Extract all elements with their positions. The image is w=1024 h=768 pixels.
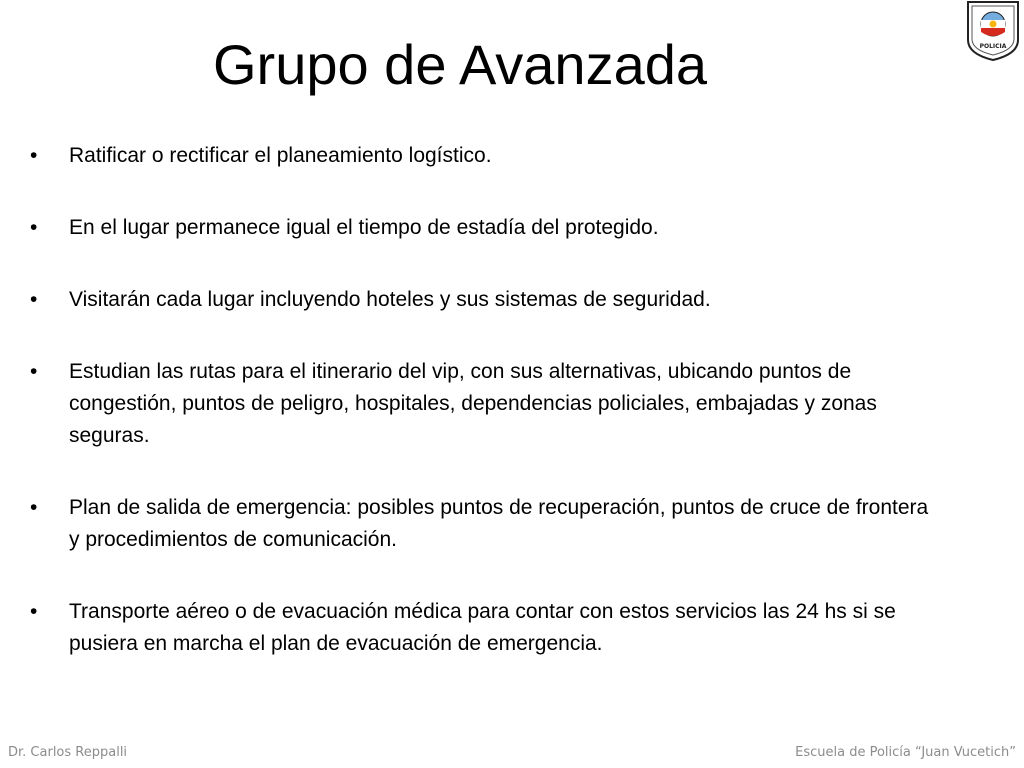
bullet-marker: • <box>30 360 38 383</box>
bullet-text: Estudian las rutas para el itinerario del vip, con sus alternativas, ubicando puntos de congestión, puntos de peligro, hospitales, dependencias policiales, embajadas y zonas seguras. <box>69 360 877 447</box>
bullet-text: Transporte aéreo o de evacuación médica para contar con estos servicios las 24 hs si se pusiera en marcha el plan de evacuación de emergencia. <box>69 600 896 655</box>
bullet-text: En el lugar permanece igual el tiempo de estadía del protegido. <box>69 216 659 239</box>
bullet-marker: • <box>30 600 38 623</box>
police-shield-badge-icon <box>966 0 1020 62</box>
bullet-item <box>30 596 930 660</box>
bullet-marker: • <box>30 496 38 519</box>
bullet-marker: • <box>30 144 38 167</box>
bullet-item <box>30 492 930 556</box>
bullet-item <box>30 140 930 172</box>
bullet-marker: • <box>30 216 38 239</box>
bullet-item <box>30 356 930 452</box>
bullet-item <box>30 212 930 244</box>
bullet-list <box>30 140 930 700</box>
footer-institution: Escuela de Policía “Juan Vucetich” <box>795 745 1016 760</box>
bullet-marker: • <box>30 288 38 311</box>
bullet-text: Visitarán cada lugar incluyendo hoteles y sus sistemas de seguridad. <box>69 288 711 311</box>
slide-title: Grupo de Avanzada <box>212 33 708 96</box>
bullet-text: Ratificar o rectificar el planeamiento logístico. <box>69 144 492 167</box>
bullet-item <box>30 284 930 316</box>
bullet-text: Plan de salida de emergencia: posibles puntos de recuperación, puntos de cruce de frontera y procedimientos de comunicación. <box>69 496 929 551</box>
footer-author: Dr. Carlos Reppalli <box>8 745 128 760</box>
badge-text: POLICIA <box>979 43 1007 50</box>
